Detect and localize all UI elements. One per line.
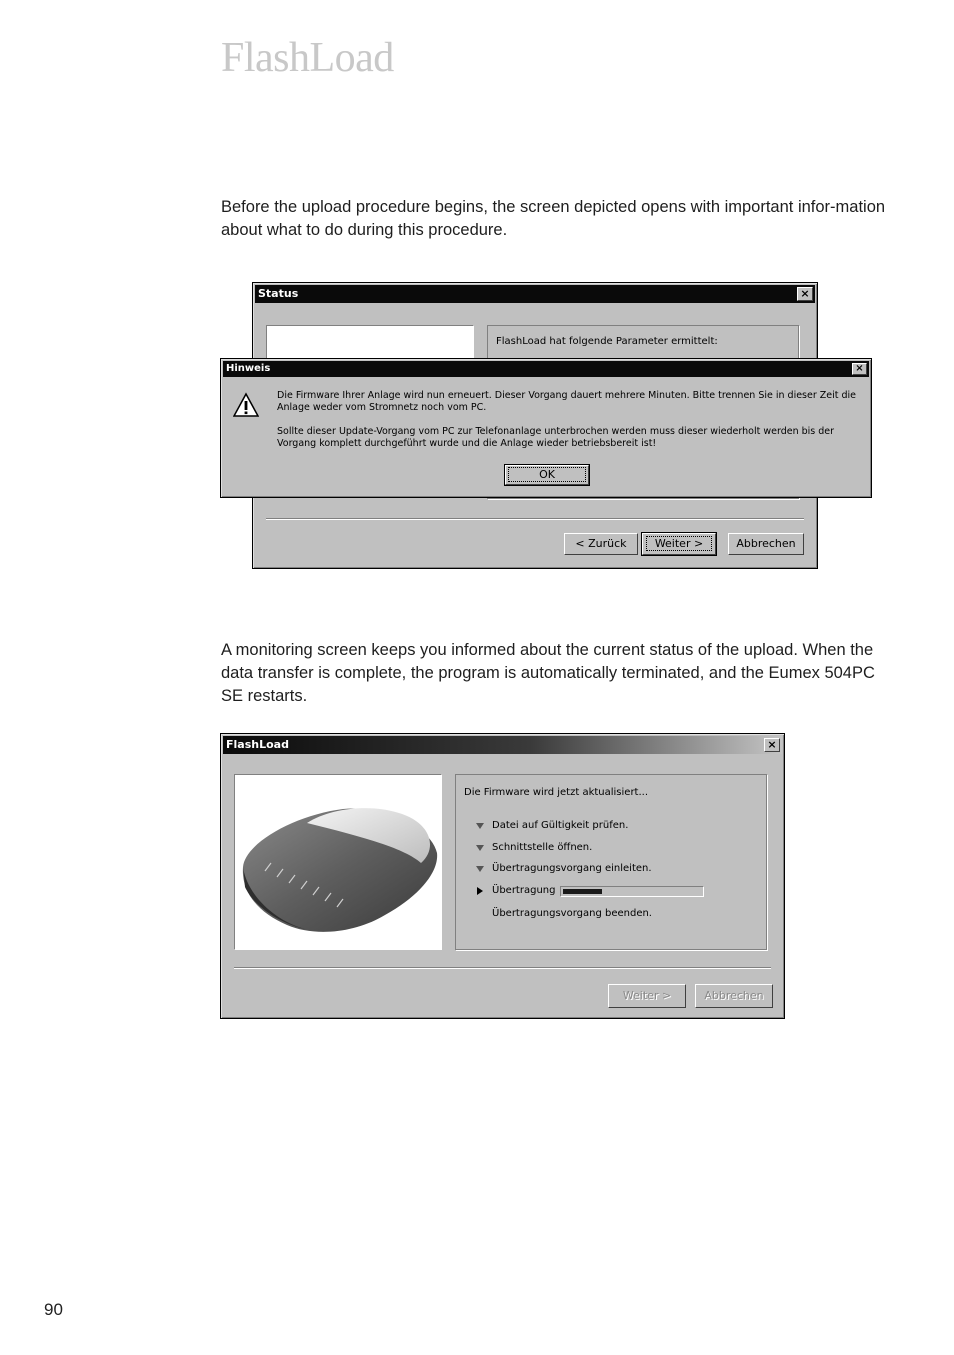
transfer-progress-fill bbox=[563, 889, 602, 894]
step-done-icon bbox=[476, 845, 484, 851]
status-close-icon[interactable]: × bbox=[797, 287, 813, 301]
back-button-label: < Zurück bbox=[575, 537, 627, 550]
flashload-dialog bbox=[220, 733, 785, 1019]
flashload-cancel-label: Abbrechen bbox=[704, 989, 764, 1002]
hinweis-close-icon[interactable]: × bbox=[852, 363, 867, 375]
flashload-next-label: Weiter > bbox=[622, 989, 672, 1002]
flashload-cancel-button[interactable] bbox=[695, 984, 773, 1008]
transfer-progress-bar bbox=[560, 886, 704, 897]
hinweis-message-2: Sollte dieser Update-Vorgang vom PC zur Telefonanlage unterbrochen werden muss dieser wiederholt werden bis der Vorgang komplett durchgeführt wurde und die Anlage wieder betriebsbereit ist! bbox=[277, 426, 835, 449]
flashload-separator bbox=[234, 967, 771, 969]
page-heading: FlashLoad bbox=[221, 35, 394, 81]
hinweis-dialog bbox=[220, 358, 872, 498]
step-label: Übertragungsvorgang einleiten. bbox=[492, 863, 652, 874]
status-params-text: FlashLoad hat folgende Parameter ermittelt: bbox=[496, 336, 718, 347]
step-item-current bbox=[476, 885, 756, 899]
device-image-panel bbox=[234, 774, 442, 950]
ok-button[interactable] bbox=[505, 465, 589, 485]
step-label: Übertragung bbox=[492, 885, 556, 896]
monitoring-paragraph: A monitoring screen keeps you informed about the current status of the upload. When the data transfer is complete, the program is automatically terminated, and the Eumex 504PC SE restarts. bbox=[221, 641, 875, 705]
back-button[interactable] bbox=[564, 533, 638, 555]
status-image-panel bbox=[266, 325, 474, 359]
ok-button-label: OK bbox=[508, 467, 586, 482]
page-number: 90 bbox=[44, 1300, 63, 1319]
flashload-title: FlashLoad bbox=[226, 738, 289, 751]
step-done-icon bbox=[476, 866, 484, 872]
next-button-label: Weiter > bbox=[646, 536, 712, 551]
step-done-icon bbox=[476, 823, 484, 829]
flashload-close-icon[interactable]: × bbox=[764, 738, 780, 752]
flashload-next-button[interactable] bbox=[608, 984, 686, 1008]
progress-group bbox=[455, 774, 767, 950]
next-button[interactable] bbox=[642, 533, 716, 555]
hinweis-message-1: Die Firmware Ihrer Anlage wird nun erneuert. Dieser Vorgang dauert mehrere Minuten. Bitte trennen Sie in dieser Zeit die Anlage weder vom Stromnetz noch vom PC. bbox=[277, 390, 857, 413]
hinweis-titlebar bbox=[223, 361, 869, 377]
hinweis-title: Hinweis bbox=[226, 363, 271, 374]
cancel-button[interactable] bbox=[728, 533, 804, 555]
status-separator bbox=[266, 518, 804, 520]
cancel-button-label: Abbrechen bbox=[736, 537, 796, 550]
step-label: Schnittstelle öffnen. bbox=[492, 842, 593, 853]
warning-icon bbox=[233, 392, 259, 418]
step-label: Übertragungsvorgang beenden. bbox=[492, 908, 652, 919]
flashload-titlebar bbox=[223, 736, 782, 754]
status-dialog-title: Status bbox=[258, 287, 299, 300]
step-label: Datei auf Gültigkeit prüfen. bbox=[492, 820, 629, 831]
step-current-icon bbox=[477, 887, 483, 895]
intro-paragraph: Before the upload procedure begins, the screen depicted opens with important infor-mation about what to do during this procedure. bbox=[221, 198, 886, 239]
status-dialog-titlebar bbox=[255, 285, 815, 303]
progress-status-text: Die Firmware wird jetzt aktualisiert... bbox=[464, 787, 649, 798]
router-device-image bbox=[235, 775, 441, 949]
